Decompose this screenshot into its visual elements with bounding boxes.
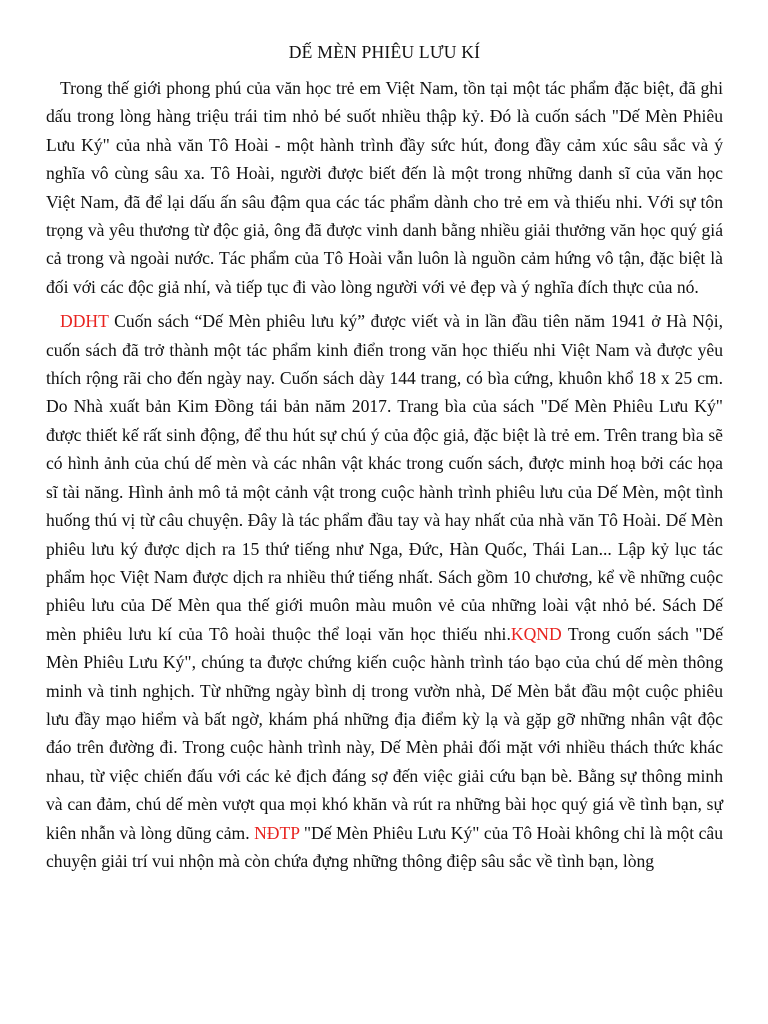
document-title: DẾ MÈN PHIÊU LƯU KÍ	[288, 42, 481, 62]
marker-ndtp: NĐTP	[254, 822, 300, 843]
marker-ddht: DDHT	[60, 311, 109, 332]
marker-kqnd: KQND	[510, 623, 562, 644]
body-text-3: "Dế Mèn Phiêu Lưu Ký" của Tô Hoài không chỉ là một câu chuyện giải trí vui nhộn mà còn chứa đựng những thông điệp sâu sắc về tình bạn, lòng	[46, 822, 723, 871]
body-text-2: Trong cuốn sách "Dế Mèn Phiêu Lưu Ký", chúng ta được chứng kiến cuộc hành trình táo bạo của chú dế mèn thông minh và tinh nghịch. Từ những ngày bình dị trong vườn nhà, Dế Mèn bắt đầu một cuộc phiêu lưu đầy mạo hiểm và bất ngờ, khám phá những địa điểm kỳ lạ và gặp gỡ những nhân vật độc đáo trên đường đi. Trong cuộc hành trình này, Dế Mèn phải đối mặt với nhiều thách thức khác nhau, từ việc chiến đấu với các kẻ địch đáng sợ đến việc giải cứu bạn bè. Bằng sự thông minh và can đảm, chú dế mèn vượt qua mọi khó khăn và rút ra những bài học quý giá về tình bạn, sự kiên nhẫn và lòng dũng cảm.	[46, 623, 723, 843]
body-text-1: Cuốn sách “Dế Mèn phiêu lưu ký” được viết và in lần đầu tiên năm 1941 ở Hà Nội, cuốn sách đã trở thành một tác phẩm kinh điển trong văn học thiếu nhi Việt Nam và được yêu thích rộng rãi cho đến ngày nay. Cuốn sách dày 144 trang, có bìa cứng, khuôn khổ 18 x 25 cm. Do Nhà xuất bản Kim Đồng tái bản năm 2017. Trang bìa của sách "Dế Mèn Phiêu Lưu Ký" được thiết kế rất sinh động, để thu hút sự chú ý của độc giả, đặc biệt là trẻ em. Trên trang bìa sẽ có hình ảnh của chú dế mèn và các nhân vật khác trong cuốn sách, được minh hoạ bởi các họa sĩ tài năng. Hình ảnh mô tả một cảnh vật trong cuộc hành trình phiêu lưu của Dế Mèn, một tình huống thú vị từ câu chuyện. Đây là tác phẩm đầu tay và hay nhất của nhà văn Tô Hoài. Dế Mèn phiêu lưu ký được dịch ra 15 thứ tiếng như Nga, Đức, Hàn Quốc, Thái Lan... Lập kỷ lục tác phẩm học Việt Nam được dịch ra nhiều thứ tiếng nhất. Sách gồm 10 chương, kể về những cuộc phiêu lưu của Dế Mèn qua thế giới muôn màu muôn vẻ của những loài vật nhỏ bé. Sách Dế mèn phiêu lưu kí của Tô hoài thuộc thể loại văn học thiếu nhi.	[46, 311, 723, 644]
document-page	[46, 38, 723, 875]
intro-paragraph: Trong thế giới phong phú của văn học trẻ em Việt Nam, tồn tại một tác phẩm đặc biệt, đã ghi dấu trong lòng hàng triệu trái tim nhỏ bé suốt nhiều thập kỷ. Đó là cuốn sách "Dế Mèn Phiêu Lưu Ký" của nhà văn Tô Hoài - một hành trình đầy sức hút, đong đầy cảm xúc sâu sắc và ý nghĩa vô cùng sâu xa. Tô Hoài, người được biết đến là một trong những danh sĩ của văn học Việt Nam, đã để lại dấu ấn sâu đậm qua các tác phẩm dành cho trẻ em và thiếu nhi. Với sự tôn trọng và yêu thương từ độc giả, ông đã được vinh danh bằng nhiều giải thưởng văn học quý giá cả trong và ngoài nước. Tác phẩm của Tô Hoài vẫn luôn là nguồn cảm hứng vô tận, đặc biệt là đối với các độc giả nhí, và tiếp tục đi vào lòng người với vẻ đẹp và ý nghĩa đích thực của nó.	[46, 78, 723, 297]
body-paragraph	[46, 307, 723, 875]
